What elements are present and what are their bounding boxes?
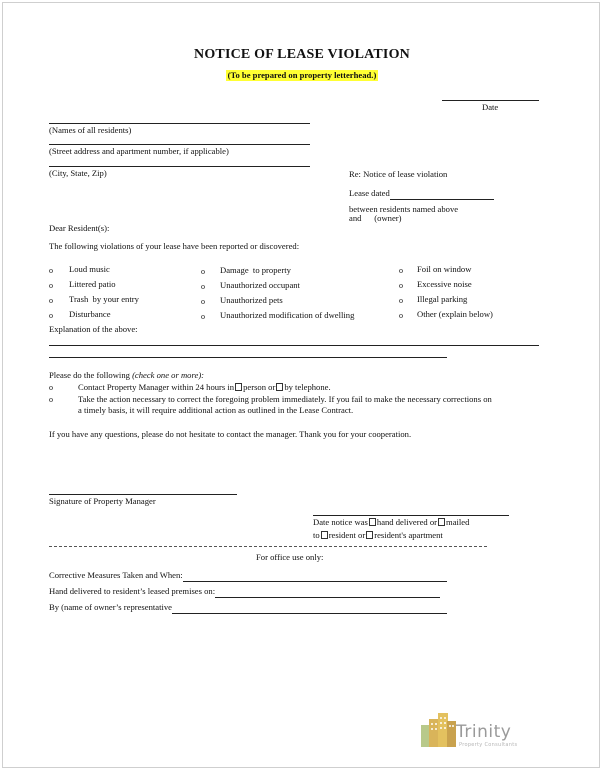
street-label: (Street address and apartment number, if applicable) [49,146,229,156]
office-field-blank [183,570,447,582]
violation-item: Unauthorized occupant [220,280,300,290]
signature-label: Signature of Property Manager [49,496,156,506]
violation-item: Other (explain below) [417,309,493,319]
city-rule [49,166,310,167]
logo-name: Trinity [456,722,512,742]
office-field-row [49,602,447,614]
lease-dated-label: Lease dated [349,188,390,198]
checkbox-hand-delivered[interactable] [369,518,376,526]
please-do-item-2-line-2: a timely basis, it will require additional action as outlined in the Lease Contract. [78,405,354,415]
checkbox-in-person[interactable] [235,383,242,391]
between-line: between residents named above [349,204,459,214]
bullet: o [399,311,403,320]
lease-dated-blank [390,188,494,200]
checkbox-by-telephone[interactable] [276,383,283,391]
bullet: o [49,395,53,404]
office-field-label: Hand delivered to resident’s leased premises on: [49,586,216,596]
signature-rule [49,494,237,495]
document-page [2,2,600,768]
bullet: o [49,296,53,305]
explanation-rule-2 [49,357,447,358]
document-title: NOTICE OF LEASE VIOLATION [194,47,410,62]
bullet: o [49,383,53,392]
bullet: o [201,312,205,321]
bullet: o [49,281,53,290]
office-field-blank [172,602,447,614]
violation-item: Excessive noise [417,279,472,289]
bullet: o [201,297,205,306]
explanation-rule-1 [49,345,539,346]
logo-tagline: Property Consultants [459,742,518,748]
intro-text: The following violations of your lease have been reported or discovered: [49,241,300,251]
residents-label: (Names of all residents) [49,125,132,135]
office-field-row [49,570,447,582]
checkbox-mailed[interactable] [438,518,445,526]
salutation: Dear Resident(s): [49,223,110,233]
explanation-label: Explanation of the above: [49,324,138,334]
residents-rule [49,123,310,124]
bullet: o [399,266,403,275]
violation-item: Foil on window [417,264,472,274]
date-notice-rule [313,515,509,516]
checkbox-residents-apartment[interactable] [366,531,373,539]
date-label: Date [482,102,499,112]
bullet: o [49,311,53,320]
violation-item: Damage to property [220,265,291,275]
please-do-italic: (check one or more): [132,370,205,380]
bullet: o [201,267,205,276]
office-use-label: For office use only: [256,552,324,562]
please-do-item-1: Contact Property Manager within 24 hours in person or by telephone. [78,382,331,392]
violation-item: Littered patio [69,279,116,289]
lease-dated-row [349,188,494,200]
please-do-lead: Please do the following [49,370,133,380]
violation-item: Illegal parking [417,294,468,304]
and-owner-line: and (owner) [349,213,402,223]
violation-item: Unauthorized modification of dwelling [220,310,355,320]
office-use-divider [49,546,487,547]
date-rule [442,100,539,101]
office-field-blank [215,586,440,598]
checkbox-resident[interactable] [321,531,328,539]
violation-item: Disturbance [69,309,111,319]
please-do-line [49,370,204,381]
please-do-item-2-line-1: Take the action necessary to correct the foregoing problem immediately. If you fail to make the necessary corrections on [78,394,492,404]
questions-text: If you have any questions, please do not hesitate to contact the manager. Thank you for your cooperation. [49,429,412,439]
trinity-buildings-icon [419,711,459,747]
violation-item: Unauthorized pets [220,295,283,305]
date-notice-line-1: Date notice was hand delivered or mailed [313,517,470,527]
re-line: Re: Notice of lease violation [349,169,448,179]
violation-item: Trash by your entry [69,294,139,304]
office-field-row [49,586,440,598]
document-subtitle: (To be prepared on property letterhead.) [227,70,377,80]
violation-item: Loud music [69,264,110,274]
city-label: (City, State, Zip) [49,168,107,178]
date-notice-line-2: to resident or resident's apartment [313,530,443,540]
bullet: o [201,282,205,291]
street-rule [49,144,310,145]
bullet: o [399,281,403,290]
office-field-label: By (name of owner’s representative [49,602,172,612]
bullet: o [49,266,53,275]
bullet: o [399,296,403,305]
subtitle-wrap [3,65,601,83]
office-field-label: Corrective Measures Taken and When: [49,570,183,580]
